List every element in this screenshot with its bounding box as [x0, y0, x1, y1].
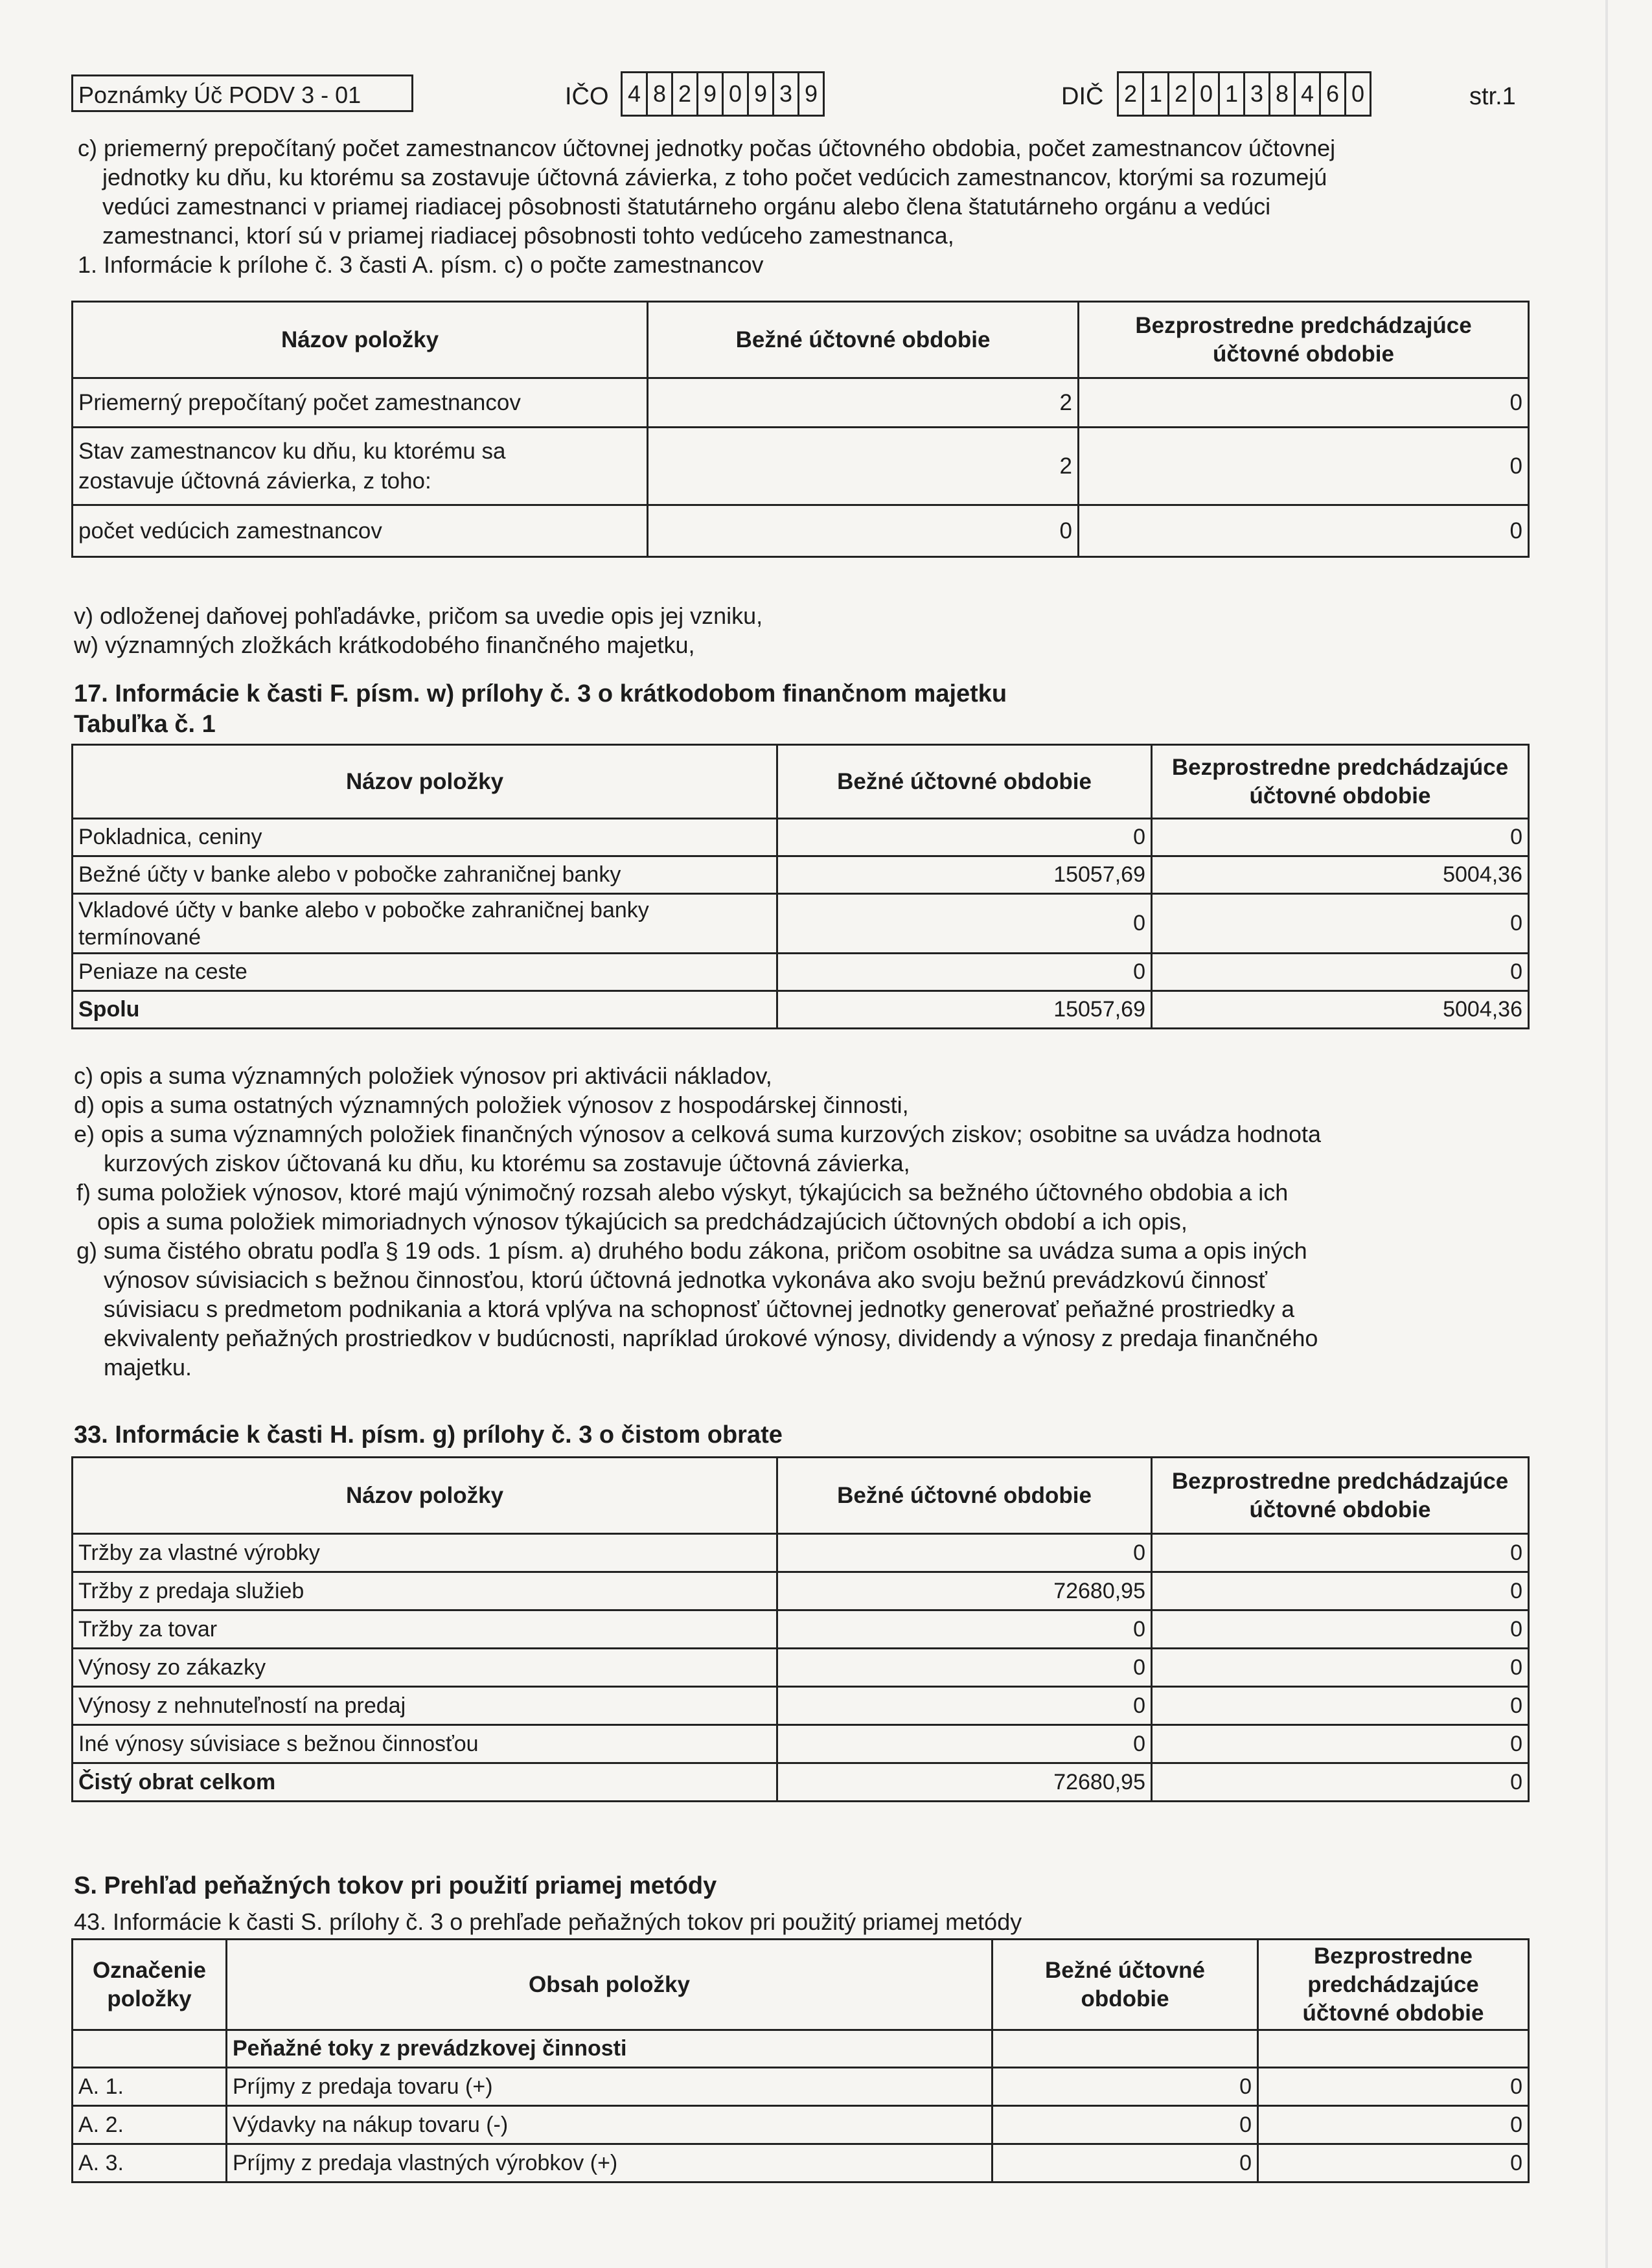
- col-header-current: Bežné účtovné obdobie: [777, 1458, 1152, 1534]
- dic-digit: 6: [1321, 73, 1346, 115]
- text-line: g) suma čistého obratu podľa § 19 ods. 1 písm. a) druhého bodu zákona, pričom osobitne sa uvádza suma a opis iných: [76, 1237, 1307, 1264]
- col-header-current: Bežné účtovné obdobie: [648, 302, 1079, 378]
- table-row: [73, 1687, 1529, 1725]
- row-name: Tržby za vlastné výrobky: [73, 1534, 777, 1572]
- row-previous: 0: [1079, 378, 1529, 428]
- table-row: [73, 378, 1529, 428]
- table-row: [73, 2144, 1529, 2182]
- cash-flow-table: [71, 1938, 1530, 2183]
- row-code: A. 3.: [73, 2144, 227, 2182]
- row-name: Peniaze na ceste: [73, 954, 777, 991]
- row-current: 0: [777, 1534, 1152, 1572]
- ico-digit-boxes: [621, 71, 825, 117]
- dic-digit: 4: [1296, 73, 1321, 115]
- row-name: Príjmy z predaja tovaru (+): [227, 2068, 992, 2106]
- row-previous: 0: [1152, 1763, 1529, 1802]
- row-name: Čistý obrat celkom: [73, 1763, 777, 1802]
- text-line: zamestnanci, ktorí sú v priamej riadiacej pôsobnosti tohto vedúceho zamestnanca,: [102, 222, 954, 249]
- text-line: d) opis a suma ostatných významných položiek výnosov z hospodárskej činnosti,: [74, 1092, 909, 1118]
- row-previous: 0: [1152, 1687, 1529, 1725]
- table-row: [73, 505, 1529, 557]
- table-row: [73, 2106, 1529, 2144]
- row-previous: 0: [1258, 2144, 1529, 2182]
- table-row: [73, 1534, 1529, 1572]
- row-name: Vkladové účty v banke alebo v pobočke zahraničnej banky termínované: [73, 894, 777, 954]
- page-number: str.1: [1469, 83, 1516, 110]
- table-row: [73, 1649, 1529, 1687]
- form-label-box: [71, 74, 413, 112]
- row-current: 0: [777, 1687, 1152, 1725]
- ico-digit: 4: [623, 73, 648, 115]
- row-current: 0: [992, 2068, 1258, 2106]
- text-line: súvisiacu s predmetom podnikania a ktorá vplýva na schopnosť účtovnej jednotky generovať peňažné prostriedky a: [104, 1296, 1295, 1322]
- ico-label: IČO: [565, 83, 609, 110]
- row-previous: 5004,36: [1152, 856, 1529, 894]
- table-row: [73, 1725, 1529, 1763]
- table-row: [73, 954, 1529, 991]
- table-row: [73, 2068, 1529, 2106]
- group-current: [992, 2030, 1258, 2068]
- row-current: 0: [648, 505, 1079, 557]
- text-line: c) opis a suma významných položiek výnosov pri aktivácii nákladov,: [74, 1062, 772, 1089]
- row-previous: 5004,36: [1152, 991, 1529, 1029]
- row-previous: 0: [1258, 2068, 1529, 2106]
- form-label: Poznámky Úč PODV 3 - 01: [78, 82, 361, 108]
- col-header-name: Obsah položky: [227, 1940, 992, 2030]
- financial-assets-table: [71, 744, 1530, 1029]
- col-header-current: Bežné účtovné obdobie: [777, 745, 1152, 819]
- row-current: 0: [777, 894, 1152, 954]
- text-line: c) priemerný prepočítaný počet zamestnancov účtovnej jednotky počas účtovného obdobia, počet zamestnancov účtovnej: [78, 135, 1336, 161]
- ico-digit: 2: [673, 73, 698, 115]
- row-previous: 0: [1152, 1534, 1529, 1572]
- row-current: 72680,95: [777, 1572, 1152, 1610]
- col-header-name: Názov položky: [73, 1458, 777, 1534]
- ico-digit: 8: [648, 73, 673, 115]
- text-line: majetku.: [104, 1354, 192, 1380]
- table-row: [73, 819, 1529, 856]
- row-previous: 0: [1152, 1725, 1529, 1763]
- section-c-info: 1. Informácie k prílohe č. 3 časti A. písm. c) o počte zamestnancov: [78, 251, 764, 278]
- group-name: Peňažné toky z prevádzkovej činnosti: [227, 2030, 992, 2068]
- col-header-code: Označenie položky: [73, 1940, 227, 2030]
- dic-digit: 1: [1144, 73, 1169, 115]
- ico-digit: 9: [804, 80, 818, 107]
- text-line: kurzových ziskov účtovaná ku dňu, ku ktorému sa zostavuje účtovná závierka,: [104, 1150, 910, 1176]
- table-row-total: [73, 1763, 1529, 1802]
- row-name: Tržby z predaja služieb: [73, 1572, 777, 1610]
- row-current: 0: [777, 1649, 1152, 1687]
- row-name: počet vedúcich zamestnancov: [73, 505, 648, 557]
- section-vw-text: [74, 601, 1538, 659]
- row-name: Stav zamestnancov ku dňu, ku ktorému sa zostavuje účtovná závierka, z toho:: [73, 428, 648, 505]
- row-previous: 0: [1152, 954, 1529, 991]
- text-line: w) významných zložkách krátkodobého finančného majetku,: [74, 632, 695, 658]
- group-previous: [1258, 2030, 1529, 2068]
- text-line: jednotky ku dňu, ku ktorému sa zostavuje účtovná závierka, z toho počet vedúcich zamestnancov, ktorými sa rozumejú: [102, 164, 1327, 190]
- dic-label: DIČ: [1061, 83, 1104, 110]
- table-group-row: [73, 2030, 1529, 2068]
- text-line: v) odloženej daňovej pohľadávke, pričom sa uvedie opis jej vzniku,: [74, 602, 763, 629]
- section-cg-text: [74, 1061, 1551, 1382]
- dic-digit-boxes: [1117, 71, 1371, 117]
- text-line: opis a suma položiek mimoriadnych výnosov týkajúcich sa predchádzajúcich účtovných období a ich opis,: [97, 1208, 1187, 1235]
- col-header-previous: Bezprostredne predchádzajúce účtovné obdobie: [1258, 1940, 1529, 2030]
- row-name: Príjmy z predaja vlastných výrobkov (+): [227, 2144, 992, 2182]
- row-current: 0: [992, 2106, 1258, 2144]
- row-name: Výnosy z nehnuteľností na predaj: [73, 1687, 777, 1725]
- row-name: Spolu: [73, 991, 777, 1029]
- table-row: [73, 428, 1529, 505]
- section-c-text: [78, 133, 1542, 279]
- employees-table: [71, 301, 1530, 558]
- section-17-subtitle: Tabuľka č. 1: [74, 711, 216, 738]
- row-current: 0: [777, 819, 1152, 856]
- text-line: f) suma položiek výnosov, ktoré majú výnimočný rozsah alebo výskyt, týkajúcich sa bežného účtovného obdobia a ich: [76, 1179, 1289, 1206]
- dic-digit: 8: [1270, 73, 1296, 115]
- scan-edge-line: [1605, 0, 1608, 2268]
- col-header-previous: Bezprostredne predchádzajúce účtovné obdobie: [1079, 302, 1529, 378]
- row-name: Výdavky na nákup tovaru (-): [227, 2106, 992, 2144]
- net-turnover-table: [71, 1456, 1530, 1802]
- dic-digit: 0: [1351, 80, 1365, 107]
- col-header-previous: Bezprostredne predchádzajúce účtovné obdobie: [1152, 745, 1529, 819]
- row-name: Pokladnica, ceniny: [73, 819, 777, 856]
- row-previous: 0: [1152, 819, 1529, 856]
- row-current: 0: [777, 954, 1152, 991]
- col-header-previous: Bezprostredne predchádzajúce účtovné obdobie: [1152, 1458, 1529, 1534]
- row-current: 0: [992, 2144, 1258, 2182]
- row-name: Bežné účty v banke alebo v pobočke zahraničnej banky: [73, 856, 777, 894]
- text-line: e) opis a suma významných položiek finančných výnosov a celková suma kurzových ziskov; osobitne sa uvádza hodnota: [74, 1121, 1321, 1147]
- dic-digit: 2: [1169, 73, 1195, 115]
- row-previous: 0: [1152, 1610, 1529, 1649]
- text-line: ekvivalenty peňažných prostriedkov v budúcnosti, napríklad úrokové výnosy, dividendy a výnosy z predaja finančného: [104, 1325, 1318, 1351]
- col-header-current: Bežné účtovné obdobie: [992, 1940, 1258, 2030]
- col-header-name: Názov položky: [73, 302, 648, 378]
- row-previous: 0: [1152, 1572, 1529, 1610]
- row-current: 72680,95: [777, 1763, 1152, 1802]
- row-current: 2: [648, 378, 1079, 428]
- table-row: [73, 894, 1529, 954]
- ico-digit: 3: [774, 73, 799, 115]
- ico-digit: 9: [698, 73, 724, 115]
- section-s-info: 43. Informácie k časti S. prílohy č. 3 o prehľade peňažných tokov pri použitý priamej metódy: [74, 1908, 1022, 1935]
- row-current: 0: [777, 1725, 1152, 1763]
- row-code: A. 1.: [73, 2068, 227, 2106]
- row-previous: 0: [1079, 428, 1529, 505]
- group-code: [73, 2030, 227, 2068]
- table-row: [73, 1572, 1529, 1610]
- row-code: A. 2.: [73, 2106, 227, 2144]
- row-previous: 0: [1152, 894, 1529, 954]
- dic-digit: 2: [1119, 73, 1144, 115]
- row-name: Iné výnosy súvisiace s bežnou činnosťou: [73, 1725, 777, 1763]
- dic-digit: 1: [1220, 73, 1245, 115]
- row-name: Priemerný prepočítaný počet zamestnancov: [73, 378, 648, 428]
- text-line: výnosov súvisiacich s bežnou činnosťou, ktorú účtovná jednotka vykonáva ako svoju bežnú prevádzkovú činnosť: [104, 1266, 1268, 1293]
- section-s-title: S. Prehľad peňažných tokov pri použití priamej metódy: [74, 1872, 717, 1899]
- dic-digit: 0: [1195, 73, 1220, 115]
- text-line: vedúci zamestnanci v priamej riadiacej pôsobnosti štatutárneho orgánu alebo člena štatutárneho orgánu a vedúci: [102, 193, 1271, 220]
- row-name: Výnosy zo zákazky: [73, 1649, 777, 1687]
- table-row: [73, 1610, 1529, 1649]
- ico-digit: 9: [749, 73, 774, 115]
- section-17-title: 17. Informácie k časti F. písm. w) prílohy č. 3 o krátkodobom finančnom majetku: [74, 680, 1007, 707]
- row-current: 0: [777, 1610, 1152, 1649]
- section-33-title: 33. Informácie k časti H. písm. g) prílohy č. 3 o čistom obrate: [74, 1421, 783, 1449]
- row-previous: 0: [1152, 1649, 1529, 1687]
- row-previous: 0: [1079, 505, 1529, 557]
- row-current: 15057,69: [777, 991, 1152, 1029]
- table-row: [73, 856, 1529, 894]
- row-current: 2: [648, 428, 1079, 505]
- ico-digit: 0: [724, 73, 749, 115]
- row-current: 15057,69: [777, 856, 1152, 894]
- row-name: Tržby za tovar: [73, 1610, 777, 1649]
- table-row-total: [73, 991, 1529, 1029]
- row-previous: 0: [1258, 2106, 1529, 2144]
- dic-digit: 3: [1245, 73, 1270, 115]
- col-header-name: Názov položky: [73, 745, 777, 819]
